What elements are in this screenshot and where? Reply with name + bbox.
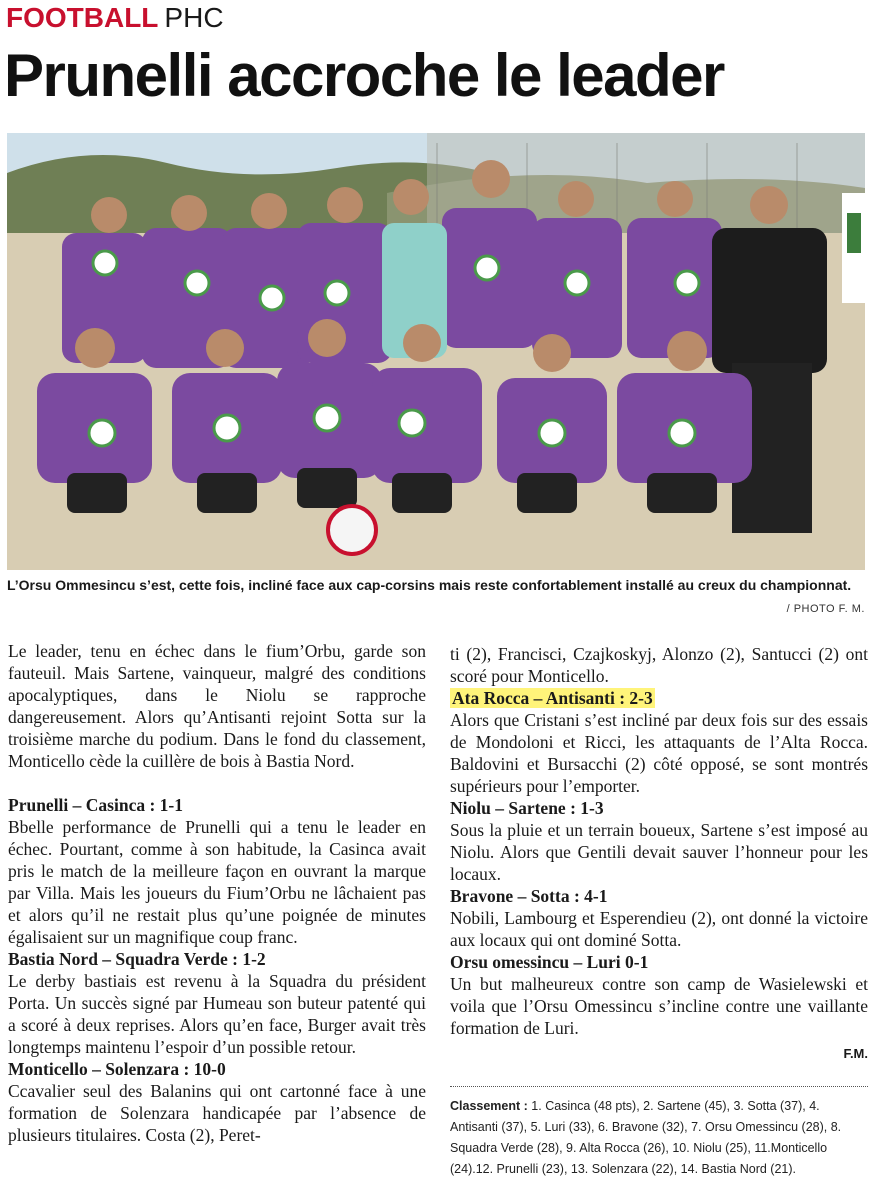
headline: Prunelli accroche le leader	[4, 42, 724, 109]
author-signature: F.M.	[843, 1046, 868, 1061]
photo-caption: L’Orsu Ommesincu s’est, cette fois, incliné face aux cap-corsins mais reste confortablement installé au creux du championnat.	[7, 577, 852, 593]
match-title-monticello-solenzara: Monticello – Solenzara : 10-0	[8, 1059, 226, 1079]
team-photo	[7, 133, 865, 570]
kicker	[6, 2, 224, 34]
match-text-bravone-sotta: Nobili, Lambourg et Esperendieu (2), ont donné la victoire aux locaux qui ont dominé Sotta.	[450, 908, 868, 950]
article-intro: Le leader, tenu en échec dans le fium’Orbu, garde son fauteuil. Mais Sartene, vainqueur, malgré des conditions apocalyptiques, dans le Niolu se rapproche dangereusement. Alors qu’Antisanti rejoint Sotta sur la troisième marche du podium. Dans le fond du classement, Monticello cède la cuillère de bois à Bastia Nord.	[8, 641, 426, 771]
article-column-left	[8, 640, 426, 1146]
match-title-niolu-sartene: Niolu – Sartene : 1-3	[450, 798, 604, 818]
match-text-prunelli-casinca: Bbelle performance de Prunelli qui a tenu le leader en échec. Pourtant, comme à son habitude, la Casinca avait pris le match de la meilleure façon en ouvrant la marque par Villa. Mais les joueurs du Fium’Orbu ne lâchaient pas et alors qu’il ne restait plus qu’une poignée de minutes égalisaient sur un magnifique coup franc.	[8, 817, 426, 947]
standings-text: 1. Casinca (48 pts), 2. Sartene (45), 3. Sotta (37), 4. Antisanti (37), 5. Luri (33), 6. Bravone (32), 7. Orsu Omessincu (28), 8. Squadra Verde (28), 9. Alta Rocca (26), 10. Niolu (25), 11.Monticello (24).12. Prunelli (23), 13. Solenzara (22), 14. Bastia Nord (21).	[450, 1099, 842, 1176]
match-text-niolu-sartene: Sous la pluie et un terrain boueux, Sartene s’est imposé au Niolu. Alors que Gentili devait sauver l’honneur pour les locaux.	[450, 820, 868, 884]
match-text-orsu-luri: Un but malheureux contre son camp de Wasielewski et voila que l’Orsu Omessincu s’incline contre une vaillante formation de Luri.	[450, 974, 868, 1038]
article-column-right	[450, 643, 868, 1065]
match-title-prunelli-casinca: Prunelli – Casinca : 1-1	[8, 795, 183, 815]
match-text-monticello-solenzara-part2: ti (2), Francisci, Czajkoskyj, Alonzo (2), Santucci (2) ont scoré pour Monticello.	[450, 644, 868, 686]
match-title-orsu-luri: Orsu omessincu – Luri 0-1	[450, 952, 649, 972]
match-title-bravone-sotta: Bravone – Sotta : 4-1	[450, 886, 608, 906]
match-title-bastia-squadra: Bastia Nord – Squadra Verde : 1-2	[8, 949, 266, 969]
photo-credit: / PHOTO F. M.	[786, 603, 865, 615]
kicker-sport: FOOTBALL	[6, 2, 159, 33]
standings-divider	[450, 1086, 868, 1087]
match-title-atarocca-antisanti: Ata Rocca – Antisanti : 2-3	[452, 688, 653, 708]
match-text-bastia-squadra: Le derby bastiais est revenu à la Squadra du président Porta. Un succès signé par Humeau son buteur patenté qui a scoré à deux reprises. Alors qu’en face, Burger avait très longtemps maintenu l’espoir d’un possible retour.	[8, 971, 426, 1057]
match-text-atarocca-antisanti: Alors que Cristani s’est incliné par deux fois sur des essais de Mondoloni et Ricci, les attaquants de l’Alta Rocca. Baldovini et Bursacchi (2) côté opposé, se sont montrés supérieurs pour l’emporter.	[450, 710, 868, 796]
kicker-league: PHC	[164, 2, 224, 33]
standings-label: Classement :	[450, 1099, 528, 1113]
standings-box	[450, 1096, 868, 1180]
match-text-monticello-solenzara-part1: Ccavalier seul des Balanins qui ont cartonné face à une formation de Solenzara handicapée par l’absence de plusieurs titulaires. Costa (2), Peret-	[8, 1081, 426, 1145]
